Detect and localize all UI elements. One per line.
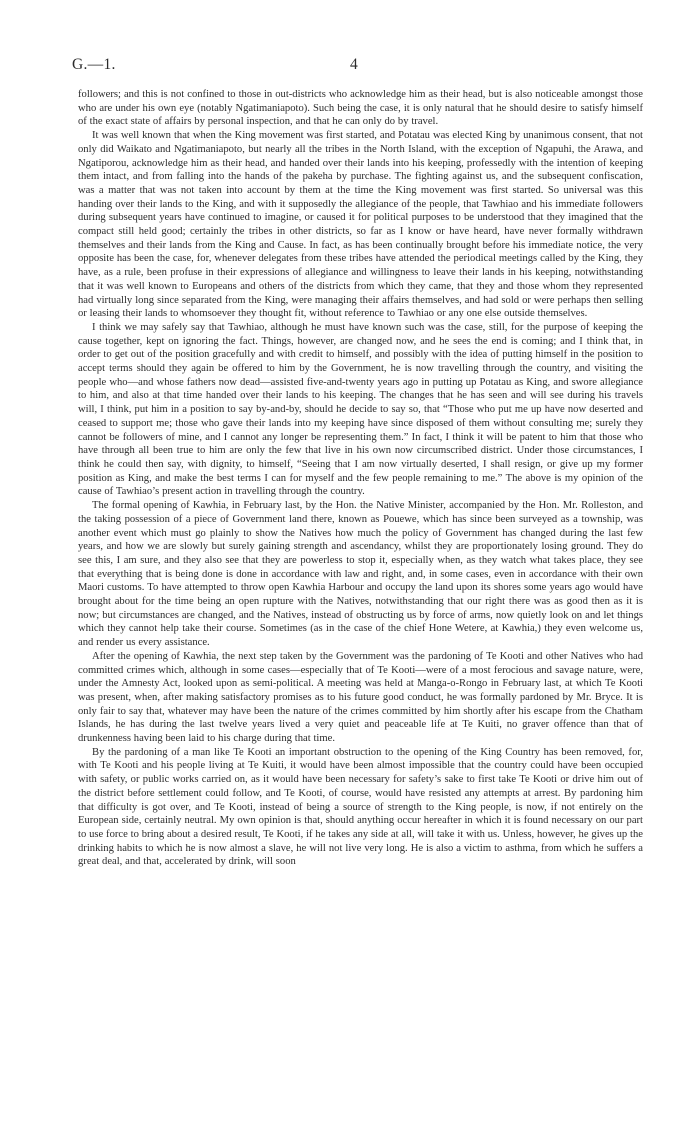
document-reference: G.—1. [72,56,116,73]
paragraph: The formal opening of Kawhia, in February last, by the Hon. the Native Minister, accompanied by the Hon. Mr. Rolleston, and the taking possession of a piece of Government land there, known as Pouewe, which has since been surveyed as a township, was another event which must go plainly to show the Natives how much the policy of Government has changed during the last few years, and how we are slowly but surely gaining strength and ascendancy, whilst they are proportionately losing ground. They do see this, I am sure, and they also see that they are powerless to stop it, especially when, as they watch what takes place, they see that everything that is being done is done in accordance with law and right, and, in some cases, even in accordance with their own Maori customs. To have attempted to throw open Kawhia Harbour and occupy the land upon its shores some years ago would have brought about for the time being an open rupture with the Natives, notwithstanding that our right there was as good then as it is now; but circumstances are changed, and the Natives, instead of obstructing us by force of arms, now quietly look on and let things which they cannot help take their course. Sometimes (as in the case of the chief Hone Wetere, at Kawhia,) they even welcome us, and render us every assistance. [78,500,643,649]
paragraph: After the opening of Kawhia, the next step taken by the Government was the pardoning of Te Kooti and other Natives who had committed crimes which, although in some cases—especially that of Te Kooti—were of a most ferocious and savage nature, were, under the Amnesty Act, looked upon as semi-political. A meeting was held at Manga-o-Rongo in February last, at which Te Kooti was present, when, after making satisfactory promises as to his future good conduct, he was formally pardoned by Mr. Bryce. It is only fair to say that, whatever may have been the nature of the crimes committed by him shortly after his escape from the Chatham Islands, he has during the last twelve years lived a very quiet and peaceable life at Te Kuiti, no graver offence than that of drunkenness having been laid to his charge during that time. [78,650,643,745]
paragraph-continued: followers; and this is not confined to those in out-districts who acknowledge him as their head, but is also noticeable amongst those who are under his own eye (notably Ngatimaniapoto). Such being the case, it is only natural that he should desire to satisfy himself of the exact state of affairs by personal inspection, and that he can only do by travel. [78,89,643,128]
page-header [72,56,643,80]
body-text [78,88,643,869]
page-number: 4 [350,56,358,73]
paragraph: It was well known that when the King movement was first started, and Potatau was elected King by unanimous consent, that not only did Waikato and Ngatimaniapoto, but nearly all the tribes in the North Island, with the exception of Ngapuhi, the Arawa, and Ngatiporou, acknowledge him as their head, and handed over their lands into his keeping, professedly with the intention of keeping them intact, and from falling into the hands of the pakeha by purchase. The fighting against us, and the subsequent confiscation, was a matter that was not taken into account by them at the time the King movement was first started. So universal was this handing over their lands to the King, and with it supposedly the allegiance of the people, that Tawhiao and his immediate followers during subsequent years have continued to imagine, or caused it for political purposes to be understood that they imagined that the compact still held good; certainly the tribes in other districts, so far as I know or have heard, have never formally withdrawn themselves and their lands from the King and Cause. In fact, as has been continually brought before his immediate notice, the very opposite has been the case, for, whenever delegates from these tribes have attended the periodical meetings called by the King, they have, as a rule, been profuse in their expressions of allegiance and willingness to leave their lands in his keeping, notwithstanding that it was well known to Europeans and others of the districts from which they came, that they and those whom they represented had virtually long since separated from the King, were managing their affairs themselves, and had sold or were perhaps then selling or leasing their lands to whomsoever they thought fit, without reference to Tawhiao or any one else outside themselves. [78,130,643,320]
paragraph: By the pardoning of a man like Te Kooti an important obstruction to the opening of the King Country has been removed, for, with Te Kooti and his people living at Te Kuiti, it would have been almost impossible that the country could have been occupied with safety, or public works carried on, as it would have been necessary for safety’s sake to first take Te Kooti or drive him out of the district before settlement could follow, and Te Kooti, of course, would have resisted any attempts at arrest. By pardoning him that difficulty is got over, and Te Kooti, instead of being a source of strength to the King people, is now, if not entirely on the European side, certainly neutral. My own opinion is that, should anything occur hereafter in which it is found necessary on our part to use force to bring about a desired result, Te Kooti, if he takes any side at all, will take it with us. Unless, however, he gives up the drinking habits to which he is now almost a slave, he will not live very long. He is also a victim to asthma, from which he suffers a great deal, and that, accelerated by drink, will soon [78,746,643,868]
paragraph: I think we may safely say that Tawhiao, although he must have known such was the case, still, for the purpose of keeping the cause together, kept on ignoring the fact. Things, however, are changed now, and he sees the end is coming; and I think that, in order to get out of the position gracefully and with credit to himself, and possibly with the idea of putting himself in the position to accept terms should they again be offered to him by the Government, he is now travelling through the country, and visiting the people who—and whose fathers now dead—assisted five-and-twenty years ago in putting up Potatau as King, and swore allegiance to him, and also at that time handed over their lands to his keeping. The changes that he has seen and will see during his travels will, I think, put him in a position to say by-and-by, should he decide to say so, that “Those who put me up have now deserted and ceased to support me; those who gave their lands into my keeping have since disposed of them without consulting me; surely they cannot be followers of mine, and I cannot any longer be representing them.” In fact, I think it will be patent to him that those who have through all been true to him are only the few that live in his own now circumscribed district. Under those circumstances, I think he could then say, with dignity, to himself, “Seeing that I am now virtually deserted, I shall resign, or give up my former position as King, and make the best terms I can for myself and the few people remaining to me.” The above is my opinion of the cause of Tawhiao’s present action in travelling through the country. [78,321,643,498]
